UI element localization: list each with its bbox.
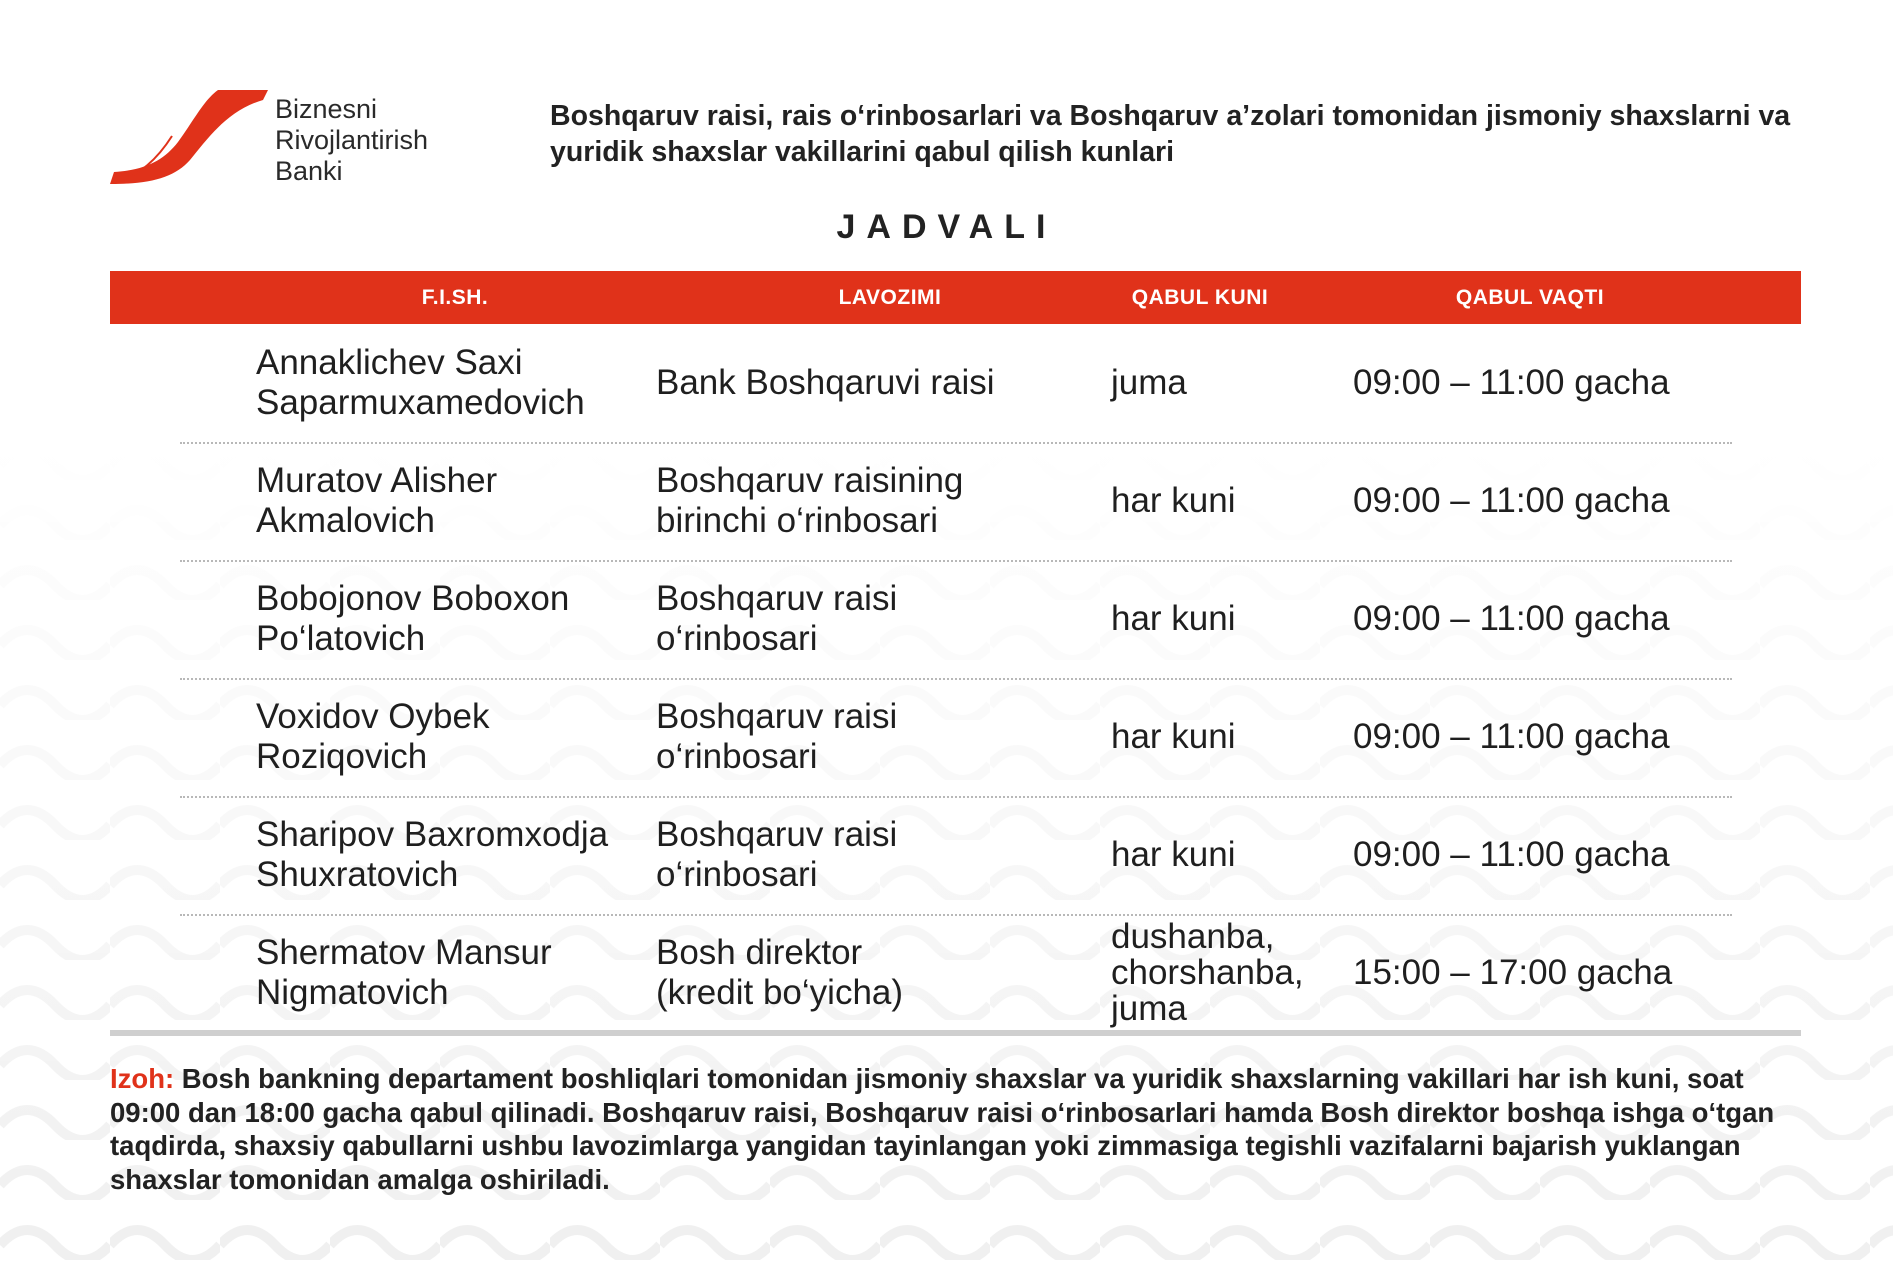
table-bottom-divider	[110, 1030, 1801, 1036]
row-time-cell	[1353, 560, 1733, 678]
column-header-time: QABUL VAQTI	[1455, 286, 1605, 309]
row-day-cell	[1111, 442, 1351, 560]
bank-name	[275, 94, 428, 187]
row-time-cell	[1353, 678, 1733, 796]
person-position: Boshqaruv raisining birinchi o‘rinbosari	[656, 461, 964, 540]
reception-day: har kuni	[1111, 835, 1236, 874]
column-header-position: LAVOZIMI	[838, 286, 942, 309]
reception-day: har kuni	[1111, 481, 1236, 520]
bank-logo	[110, 88, 470, 188]
table-row	[180, 796, 1732, 916]
person-position: Boshqaruv raisi o‘rinbosari	[656, 579, 898, 658]
row-name-cell	[256, 442, 656, 560]
reception-time: 09:00 – 11:00 gacha	[1353, 599, 1670, 638]
row-day-cell	[1111, 914, 1351, 1032]
row-position-cell	[656, 442, 1076, 560]
reception-day: juma	[1111, 363, 1187, 402]
table-header	[110, 271, 1801, 324]
row-name-cell	[256, 560, 656, 678]
row-position-cell	[656, 560, 1076, 678]
person-position: Bosh direktor (kredit bo‘yicha)	[656, 933, 904, 1012]
row-position-cell	[656, 796, 1076, 914]
person-name: Shermatov Mansur Nigmatovich	[256, 933, 552, 1012]
note-paragraph	[110, 1062, 1810, 1196]
person-name: Annaklichev Saxi Saparmuxamedovich	[256, 343, 585, 422]
note-text: Bosh bankning departament boshliqlari tomonidan jismoniy shaxslar va yuridik shaxslarning vakillari har ish kuni, soat 09:00 dan 18:00 gacha qabul qilinadi. Boshqaruv raisi, Boshqaruv raisi o‘rinbosarlari hamda Bosh direktor boshqa ishga o‘tgan taqdirda, shaxsiy qabullarni ushbu lavozimlarga yangidan tayinlangan yoki zimmasiga tegishli vazifalarni bajarish yuklangan shaxslar tomonidan amalga oshiriladi.	[110, 1063, 1775, 1195]
column-header-day: QABUL KUNI	[1131, 286, 1269, 309]
table-row	[180, 442, 1732, 562]
table-row	[180, 560, 1732, 680]
person-position: Boshqaruv raisi o‘rinbosari	[656, 697, 898, 776]
row-day-cell	[1111, 324, 1351, 442]
row-name-cell	[256, 678, 656, 796]
person-position: Bank Boshqaruvi raisi	[656, 363, 995, 402]
row-position-cell	[656, 914, 1076, 1032]
row-day-cell	[1111, 560, 1351, 678]
row-position-cell	[656, 324, 1076, 442]
person-name: Bobojonov Boboxon Po‘latovich	[256, 579, 570, 658]
reception-time: 09:00 – 11:00 gacha	[1353, 481, 1670, 520]
reception-day: har kuni	[1111, 599, 1236, 638]
reception-time: 09:00 – 11:00 gacha	[1353, 835, 1670, 874]
reception-time: 15:00 – 17:00 gacha	[1353, 953, 1673, 992]
person-name: Muratov Alisher Akmalovich	[256, 461, 498, 540]
bank-name-line-1: Biznesni	[275, 94, 378, 124]
row-name-cell	[256, 914, 656, 1032]
row-name-cell	[256, 796, 656, 914]
table-row	[180, 914, 1732, 1032]
header-description: Boshqaruv raisi, rais o‘rinbosarlari va Boshqaruv a’zolari tomonidan jismoniy shaxslarni va yuridik shaxslar vakillarini qabul qilish kunlari	[550, 100, 1791, 168]
bank-name-line-3: Banki	[275, 156, 343, 186]
row-day-cell	[1111, 796, 1351, 914]
row-time-cell	[1353, 442, 1733, 560]
reception-day: dushanba, chorshanba, juma	[1111, 917, 1304, 1028]
person-name: Sharipov Baxromxodja Shuxratovich	[256, 815, 609, 894]
table-row	[180, 678, 1732, 798]
person-position: Boshqaruv raisi o‘rinbosari	[656, 815, 898, 894]
row-position-cell	[656, 678, 1076, 796]
person-name: Voxidov Oybek Roziqovich	[256, 697, 490, 776]
page-title: JADVALI	[836, 208, 1057, 246]
note-label: Izoh:	[110, 1063, 175, 1094]
row-name-cell	[256, 324, 656, 442]
reception-time: 09:00 – 11:00 gacha	[1353, 717, 1670, 756]
reception-time: 09:00 – 11:00 gacha	[1353, 363, 1670, 402]
table-row	[180, 324, 1732, 444]
row-day-cell	[1111, 678, 1351, 796]
reception-day: har kuni	[1111, 717, 1236, 756]
column-header-name: F.I.SH.	[421, 286, 489, 309]
row-time-cell	[1353, 914, 1733, 1032]
row-time-cell	[1353, 796, 1733, 914]
logo-ribbon-icon	[110, 88, 268, 184]
bank-name-line-2: Rivojlantirish	[275, 125, 429, 155]
row-time-cell	[1353, 324, 1733, 442]
